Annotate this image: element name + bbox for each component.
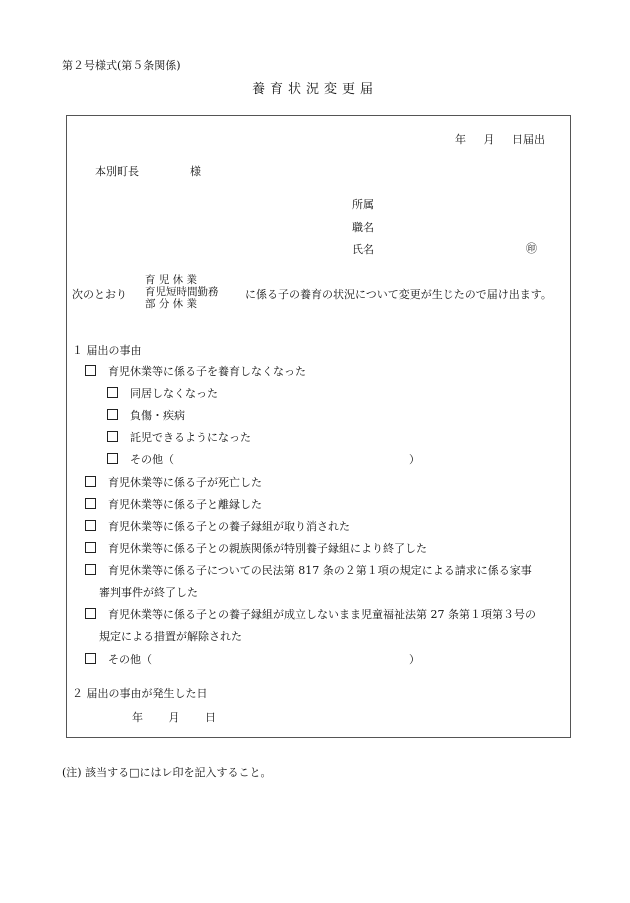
intro-suffix: に係る子の養育の状況について変更が生じたので届け出ます。	[245, 288, 552, 301]
reason-label: 育児休業等に係る子についての民法第 817 条の２第１項の規定による請求に係る家事	[108, 564, 532, 577]
reason-item	[85, 651, 152, 667]
position-label: 職名	[352, 221, 374, 234]
name-label: 氏名	[352, 243, 374, 256]
reason-item	[107, 407, 185, 423]
other-close-paren: ）	[409, 653, 420, 666]
reason-label: 育児休業等に係る子との親族関係が特別養子縁組により終了した	[108, 542, 427, 555]
addressee-suffix: 様	[190, 165, 201, 178]
intro-prefix: 次のとおり	[72, 288, 127, 301]
reason-checkbox[interactable]	[85, 542, 96, 553]
section-reason-title: １ 届出の事由	[72, 344, 142, 357]
reason-item	[85, 562, 532, 599]
reason-label: 育児休業等に係る子が死亡した	[108, 476, 262, 489]
reason-checkbox[interactable]	[107, 387, 118, 398]
footnote: (注) 該当する□にはレ印を記入すること。	[62, 766, 272, 779]
reason-checkbox[interactable]	[85, 476, 96, 487]
addressee-name: 本別町長	[95, 165, 139, 178]
reason-item	[85, 606, 536, 643]
reason-label: その他（	[108, 653, 152, 666]
reason-label: 育児休業等に係る子と離縁した	[108, 498, 262, 511]
reason-item	[107, 451, 174, 467]
reason-label: 託児できるようになった	[130, 431, 251, 444]
reason-item	[85, 496, 262, 512]
reason-checkbox[interactable]	[107, 453, 118, 464]
reason-checkbox[interactable]	[107, 431, 118, 442]
affiliation-label: 所属	[352, 198, 374, 211]
reason-label: 育児休業等に係る子との養子縁組が成立しないまま児童福祉法第 27 条第１項第３号の	[108, 608, 536, 621]
reason-label: 同居しなくなった	[130, 387, 218, 400]
leave-type-partial-leave: 部 分 休 業	[145, 298, 198, 310]
reason-item	[85, 518, 350, 534]
reason-checkbox[interactable]	[107, 409, 118, 420]
reason-checkbox[interactable]	[85, 608, 96, 619]
reason-label: 育児休業等に係る子を養育しなくなった	[108, 365, 306, 378]
document-title: 養育状況変更届	[251, 82, 378, 97]
reason-item	[107, 385, 218, 401]
leave-type-childcare-leave: 育 児 休 業	[145, 274, 198, 286]
other-close-paren: ）	[409, 453, 420, 466]
form-number-label: 第２号様式(第５条関係)	[62, 59, 181, 72]
reason-checkbox[interactable]	[85, 365, 96, 376]
submission-date: 年 月 日届出	[455, 133, 545, 146]
reason-checkbox[interactable]	[85, 498, 96, 509]
leave-type-short-hours: 育児短時間勤務	[145, 286, 219, 298]
reason-checkbox[interactable]	[85, 564, 96, 575]
reason-label: 育児休業等に係る子との養子縁組が取り消された	[108, 520, 350, 533]
form-frame	[66, 115, 571, 738]
reason-label-continued: 規定による措置が解除された	[99, 630, 242, 643]
reason-label: その他（	[130, 453, 174, 466]
reason-label: 負傷・疾病	[130, 409, 185, 422]
reason-item	[85, 540, 427, 556]
reason-item	[85, 474, 262, 490]
reason-checkbox[interactable]	[85, 520, 96, 531]
reason-item	[85, 363, 306, 379]
reason-label-continued: 審判事件が終了した	[99, 586, 198, 599]
reason-checkbox[interactable]	[85, 653, 96, 664]
seal-mark: ㊞	[526, 242, 537, 255]
section-date-title: ２ 届出の事由が発生した日	[72, 687, 208, 700]
occurrence-date: 年 月 日	[132, 711, 216, 724]
reason-item	[107, 429, 251, 445]
